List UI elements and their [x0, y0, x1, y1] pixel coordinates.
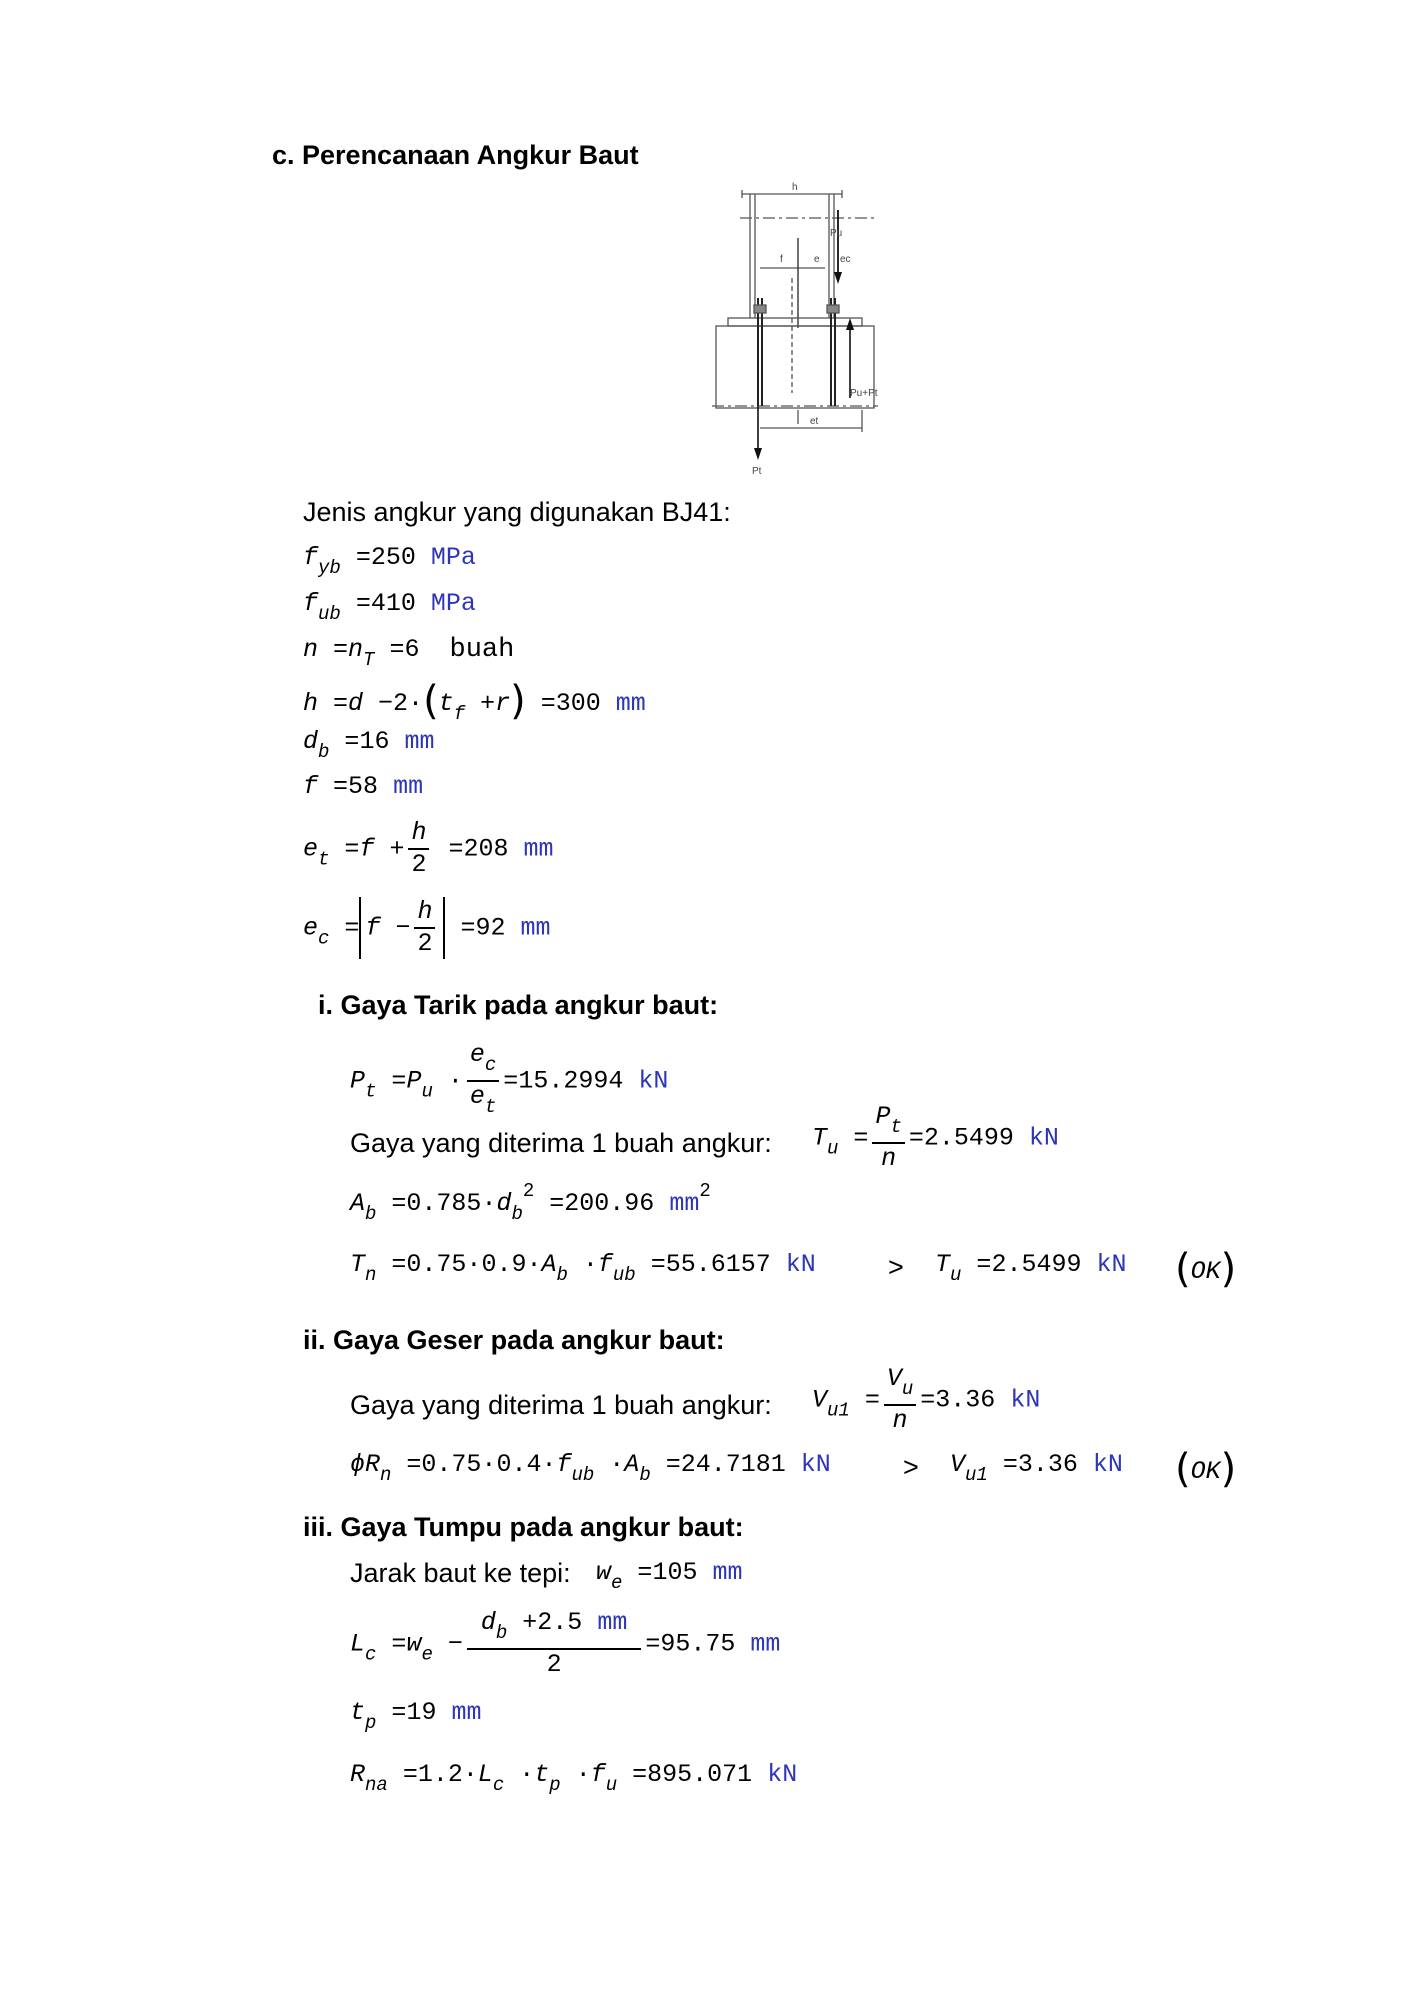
eq-ec: $e_c = f$ − $\frac{h}{2}$ =92 mm [303, 897, 551, 958]
figure-label-ec: ec [840, 254, 851, 265]
section-iii-title: iii. Gaya Tumpu pada angkur baut: [303, 1512, 744, 1542]
eq-vu1: $V_{u1}$ = $\frac{V_u}{n}$ =3.36 kN [812, 1364, 1041, 1435]
eq-db: $d_b =16$ mm [303, 727, 435, 763]
anchor-type-text: Jenis angkur yang digunakan BJ41: [303, 497, 731, 527]
figure-label-pu-pt: Pu+Pt [850, 388, 878, 399]
comparison-symbol: > [903, 1452, 919, 1482]
section-i-title: i. Gaya Tarik pada angkur baut: [318, 990, 719, 1020]
eq-vu1-check: $V_{u1} =3.36$ kN [950, 1450, 1123, 1486]
eq-et: $e_t =f$ + $\frac{h}{2}$ =208 mm [303, 818, 554, 879]
eq-pt: $P_t =P_u$ · $\frac{e_c}{e_t}$ =15.2994 kN [350, 1040, 669, 1118]
eq-fyb: $f_{yb} =250$ MPa [303, 543, 476, 579]
eq-rna: $R_{na} =1.2\cdot L_c \cdot t_p \cdot f_u =895.071$ kN [350, 1760, 798, 1796]
eq-tp: $t_p =19$ mm [350, 1698, 482, 1734]
eq-n: $n =n_T =6$ buah [303, 635, 515, 671]
eq-phirn: $\phi R_n =0.75\cdot 0.4\cdot f_{ub} \cdot A_b =24.7181$ kN [350, 1450, 831, 1486]
ok-badge: (OK) [1175, 1246, 1237, 1292]
eq-tn: $T_n =0.75\cdot 0.9\cdot A_b \cdot f_{ub} =55.6157$ kN [350, 1250, 816, 1286]
eq-tu-check: $T_u =2.5499$ kN [935, 1250, 1127, 1286]
section-ii-received-text: Gaya yang diterima 1 buah angkur: [350, 1390, 772, 1420]
figure-label-pu: Pu [830, 228, 843, 239]
section-ii-title: ii. Gaya Geser pada angkur baut: [303, 1325, 725, 1355]
eq-ab: $A_b =0.785\cdot d_b^2 =200.96$ $mm^2$ [350, 1180, 711, 1225]
eq-f: f =58 mm [303, 772, 424, 801]
eq-we: $w_e =105$ mm [596, 1558, 743, 1594]
section-heading: c. Perencanaan Angkur Baut [272, 140, 639, 170]
figure-label-et: et [810, 416, 819, 427]
figure-label-pt: Pt [752, 466, 762, 477]
section-i-received-text: Gaya yang diterima 1 buah angkur: [350, 1128, 772, 1158]
eq-h: $h =d -2\cdot(t_f +r) =300$ mm [303, 678, 646, 725]
comparison-symbol: > [888, 1252, 904, 1282]
figure-label-e: e [814, 254, 820, 265]
figure-label-f: f [780, 254, 783, 265]
eq-lc: $L_c =w_e$ − $\frac{d_b +2.5 mm}{2}$ =95.75 mm [350, 1608, 781, 1679]
anchor-bolt-figure [700, 178, 920, 478]
eq-tu: $T_u$ = $\frac{P_t}{n}$ =2.5499 kN [812, 1102, 1059, 1173]
figure-label-h: h [792, 182, 798, 193]
eq-fub: $f_{ub} =410$ MPa [303, 589, 476, 625]
ok-badge: (OK) [1175, 1446, 1237, 1492]
edge-distance-text: Jarak baut ke tepi: [350, 1558, 571, 1588]
